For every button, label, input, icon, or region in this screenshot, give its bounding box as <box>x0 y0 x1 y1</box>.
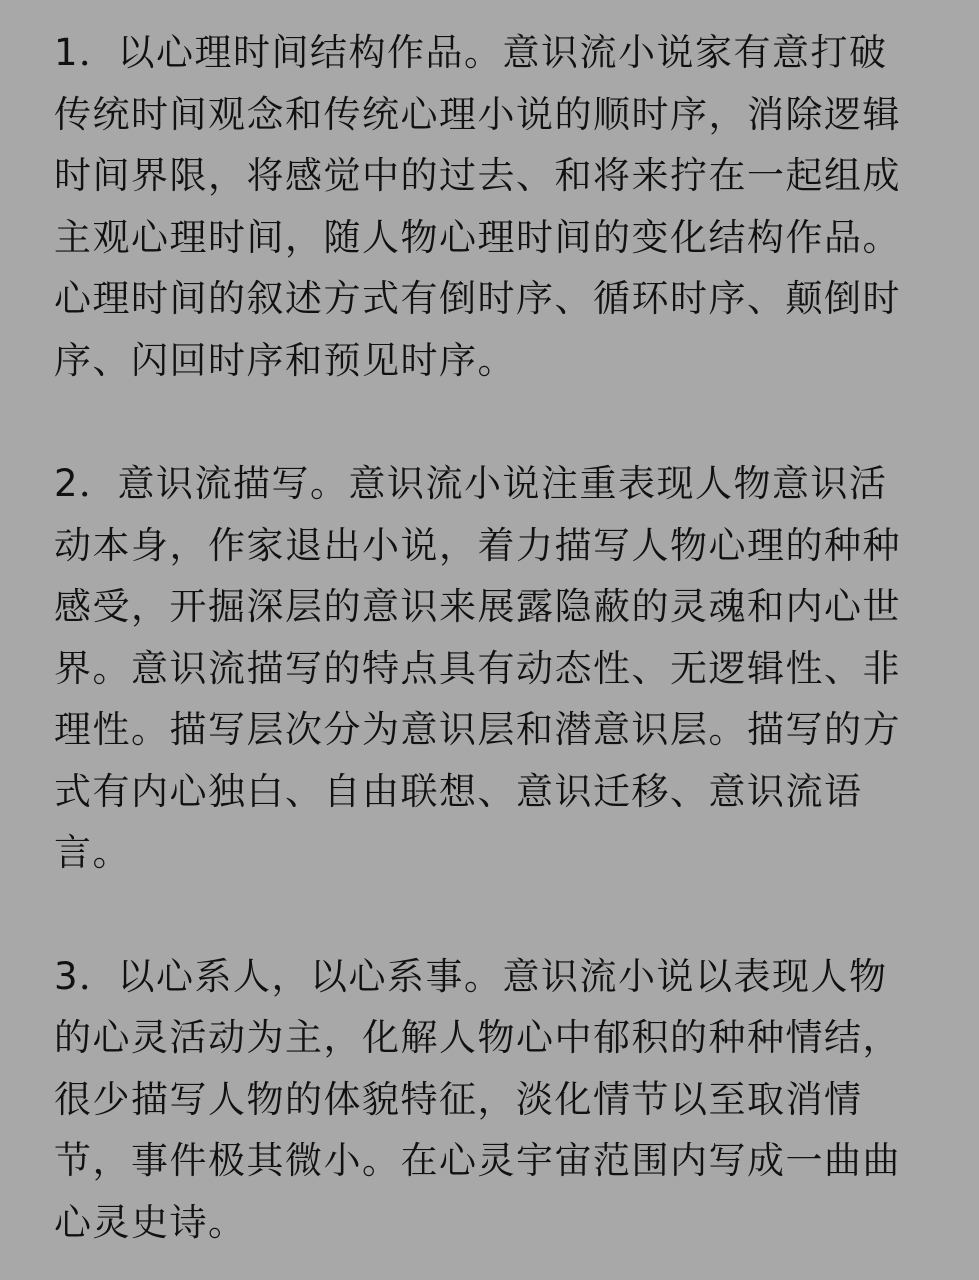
paragraph-2: 2．意识流描写。意识流小说注重表现人物意识活动本身，作家退出小说，着力描写人物心理的种种感受，开掘深层的意识来展露隐蔽的灵魂和内心世界。意识流描写的特点具有动态性、无逻辑性、非理性。描写层次分为意识层和潜意识层。描写的方式有内心独白、自由联想、意识迁移、意识流语言。 <box>54 462 901 874</box>
paragraph-1: 1．以心理时间结构作品。意识流小说家有意打破传统时间观念和传统心理小说的顺时序，消除逻辑时间界限，将感觉中的过去、和将来拧在一起组成主观心理时间，随人物心理时间的变化结构作品。心理时间的叙述方式有倒时序、循环时序、颠倒时序、闪回时序和预见时序。 <box>54 31 901 382</box>
paragraph-3: 3．以心系人，以心系事。意识流小说以表现人物的心灵活动为主，化解人物心中郁积的种种情结，很少描写人物的体貌特征，淡化情节以至取消情节，事件极其微小。在心灵宇宙范围内写成一曲曲心灵史诗。 <box>54 954 901 1244</box>
